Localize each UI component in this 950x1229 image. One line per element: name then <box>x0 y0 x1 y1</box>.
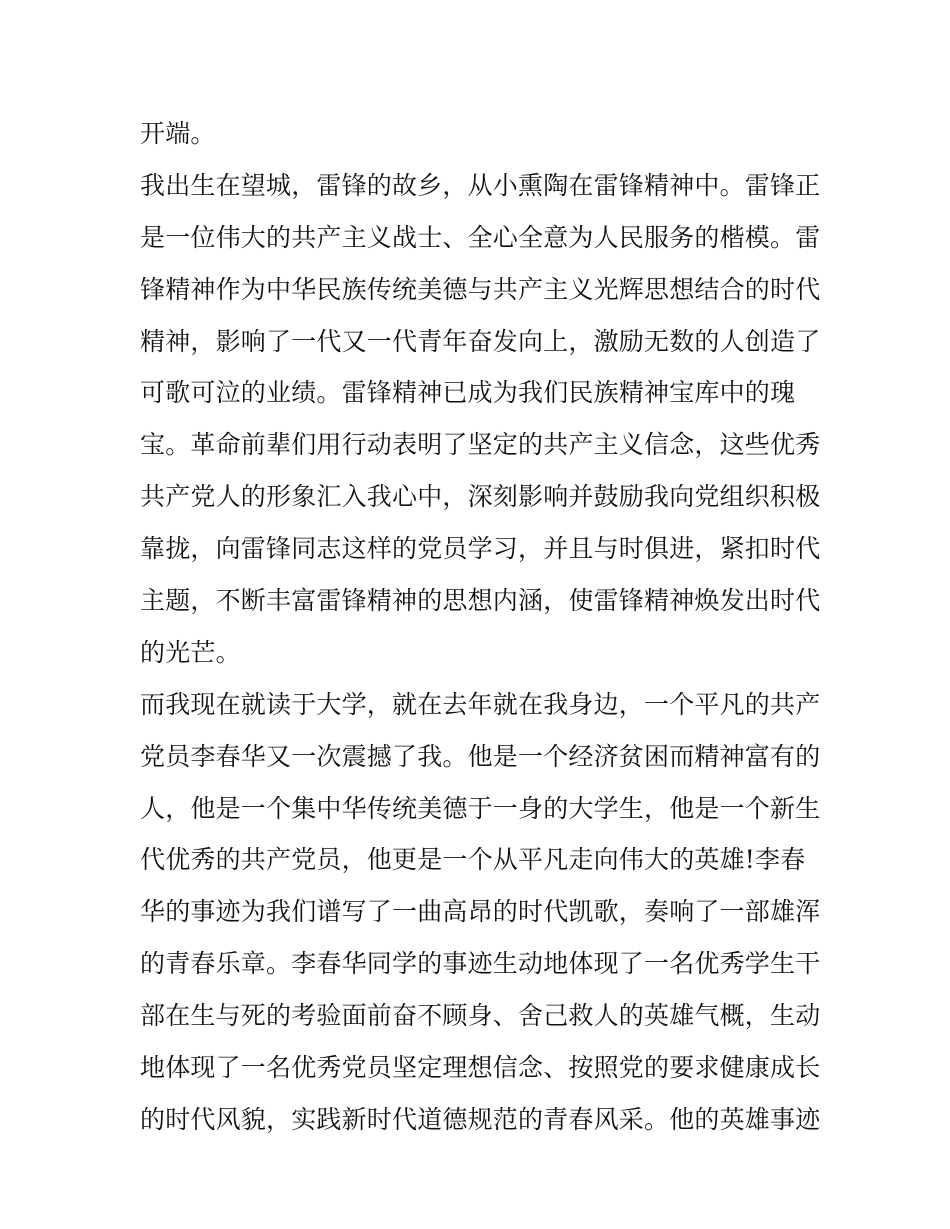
text-line: 而我现在就读于大学，就在去年就在我身边，一个平凡的共产 <box>140 689 821 719</box>
text-line: 人，他是一个集中华传统美德于一身的大学生，他是一个新生 <box>140 793 821 823</box>
text-line: 主题，不断丰富雷锋精神的思想内涵，使雷锋精神焕发出时代 <box>140 586 821 616</box>
document-page <box>140 108 820 1146</box>
text-line: 是一位伟大的共产主义战士、全心全意为人民服务的楷模。雷 <box>140 222 821 252</box>
text-line: 代优秀的共产党员，他更是一个从平凡走向伟大的英雄!李春 <box>140 845 806 875</box>
text-line: 地体现了一名优秀党员坚定理想信念、按照党的要求健康成长 <box>140 1053 821 1083</box>
text-line: 我出生在望城，雷锋的故乡，从小熏陶在雷锋精神中。雷锋正 <box>140 170 821 200</box>
text-line: 的青春乐章。李春华同学的事迹生动地体现了一名优秀学生干 <box>140 949 821 979</box>
text-line: 的光芒。 <box>140 637 241 667</box>
text-line: 宝。革命前辈们用行动表明了坚定的共产主义信念，这些优秀 <box>140 430 821 460</box>
text-line: 共产党人的形象汇入我心中，深刻影响并鼓励我向党组织积极 <box>140 482 821 512</box>
text-line: 精神，影响了一代又一代青年奋发向上，激励无数的人创造了 <box>140 326 821 356</box>
text-line: 开端。 <box>140 119 216 148</box>
text-line: 锋精神作为中华民族传统美德与共产主义光辉思想结合的时代 <box>140 274 821 304</box>
text-line: 可歌可泣的业绩。雷锋精神已成为我们民族精神宝库中的瑰 <box>140 378 796 408</box>
text-line: 的时代风貌，实践新时代道德规范的青春风采。他的英雄事迹 <box>140 1104 821 1134</box>
text-line: 华的事迹为我们谱写了一曲高昂的时代凯歌，奏响了一部雄浑 <box>140 897 821 927</box>
text-line: 党员李春华又一次震撼了我。他是一个经济贫困而精神富有的 <box>140 741 821 771</box>
text-line: 靠拢，向雷锋同志这样的党员学习，并且与时俱进，紧扣时代 <box>140 534 821 564</box>
text-line: 部在生与死的考验面前奋不顾身、舍己救人的英雄气概，生动 <box>140 1001 821 1031</box>
